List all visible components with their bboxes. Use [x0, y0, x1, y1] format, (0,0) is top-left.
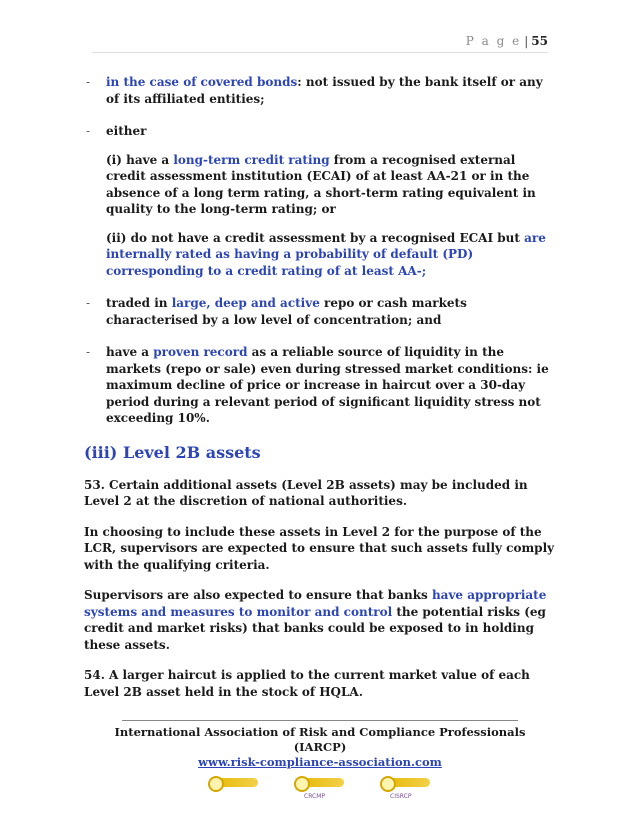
page-header	[92, 34, 548, 48]
bullet-either	[84, 123, 556, 279]
document-body	[84, 74, 556, 714]
gold-key-icon	[208, 774, 260, 798]
bullet-dash: -	[86, 124, 91, 138]
page-footer	[92, 720, 548, 798]
page-label: P a g e	[465, 34, 522, 48]
header-rule	[92, 52, 548, 53]
bullet-dash: -	[86, 345, 91, 359]
footer-logos	[92, 774, 548, 798]
highlight-internally-rated: are internally rated as having a probability of default (PD) corresponding to a credit rating of at least AA-;	[106, 230, 546, 278]
paragraph-choosing: In choosing to include these assets in Level 2 for the purpose of the LCR, supervisors are expected to ensure that such assets fully comply with the qualifying criteria.	[84, 524, 555, 572]
paragraph-supervisors: Supervisors are also expected to ensure that banks have appropriate systems and measures to monitor and control the potential risks (eg credit and market risks) that banks could be exposed to in holding these assets.	[84, 588, 547, 652]
highlight-large-deep-active: large, deep and active	[171, 296, 320, 310]
either-item-1: (i) have a long-term credit rating from a recognised external credit assessment institution (ECAI) of at least AA-21 or in the absence of a long term rating, a short-term rating equivalent in quality to the long-term rating; or	[106, 152, 536, 216]
logo-tag-cisrcp: CISRCP	[390, 793, 412, 800]
paragraph-54: 54. A larger haircut is applied to the current market value of each Level 2B asset held in the stock of HQLA.	[84, 668, 530, 699]
highlight-proven-record: proven record	[153, 345, 248, 359]
bullet-covered-bonds	[84, 74, 556, 107]
paragraph-53: 53. Certain additional assets (Level 2B assets) may be included in Level 2 at the discretion of national authorities.	[84, 477, 528, 508]
gold-key-icon	[380, 774, 432, 798]
logo-tag-crcmp: CRCMP	[304, 793, 326, 800]
either-label: either	[106, 124, 147, 138]
bullet-dash: -	[86, 296, 91, 310]
footer-website-link[interactable]: www.risk-compliance-association.com	[198, 755, 442, 769]
gold-key-icon	[294, 774, 346, 798]
highlight-long-term-rating: long-term credit rating	[173, 152, 330, 167]
either-item-2: (ii) do not have a credit assessment by a recognised ECAI but are internally rated as having a probability of default (PD) corresponding to a credit rating of at least AA-;	[106, 230, 546, 278]
page-number: 55	[531, 34, 548, 48]
bullet-repo-markets: - traded in large, deep and active repo or cash markets characterised by a low level of concentration; and	[86, 296, 467, 327]
section-heading: (iii) Level 2B assets	[84, 442, 261, 462]
highlight-covered-bonds: in the case of covered bonds	[106, 75, 298, 89]
bullet-dash: -	[86, 75, 91, 89]
footer-organization: International Association of Risk and Compliance Professionals (IARCP)	[114, 725, 526, 754]
highlight-systems-measures: have appropriate systems and measures to monitor and control	[84, 588, 547, 619]
footer-rule	[122, 720, 518, 721]
bullet-proven-record: - have a proven record as a reliable source of liquidity in the markets (repo or sale) even during stressed market conditions: ie maximum decline of price or increase in haircut over a 30-day period during a relevant period of significant liquidity stress not exceeding 10%.	[86, 345, 549, 425]
bullet-covered-bonds-text: : not issued by the bank itself or any of its affiliated entities;	[106, 75, 543, 106]
page-separator: |	[524, 34, 529, 48]
